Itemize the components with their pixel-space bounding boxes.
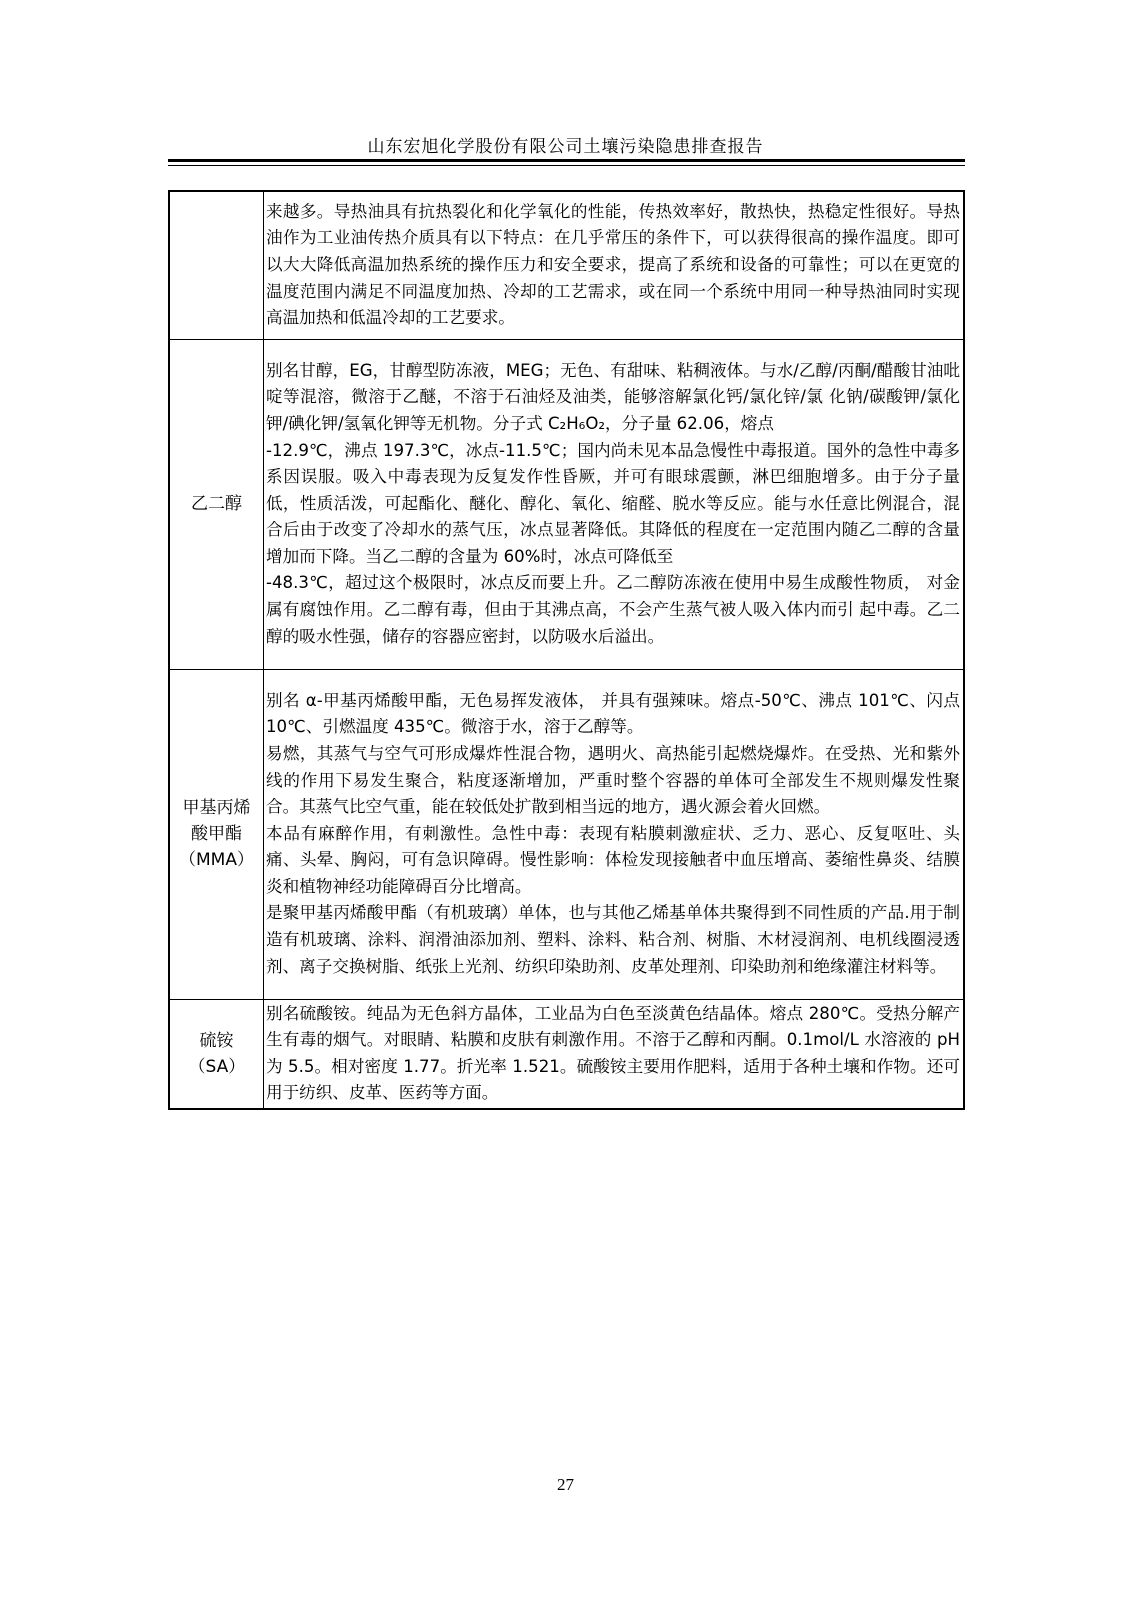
substance-name-cell bbox=[169, 191, 264, 339]
substance-table bbox=[168, 190, 965, 1110]
substance-description-cell bbox=[264, 191, 965, 339]
description-paragraph: 本品有麻醉作用，有刺激性。急性中毒：表现有粘膜刺激症状、乏力、恶心、反复呕吐、头痛、头晕、胸闷，可有急识障碍。慢性影响：体检发现接触者中血压增高、萎缩性鼻炎、结膜炎和植物神经功能障碍百分比增高。 bbox=[266, 823, 960, 896]
substance-name-cell bbox=[169, 999, 264, 1109]
table-row bbox=[169, 339, 964, 669]
table-row bbox=[169, 669, 964, 999]
page-number: 27 bbox=[557, 1475, 574, 1494]
table-row bbox=[169, 191, 964, 339]
description-paragraph: 别名硫酸铵。纯品为无色斜方晶体，工业品为白色至淡黄色结晶体。熔点 280℃。受热分解产生有毒的烟气。对眼睛、粘膜和皮肤有刺激作用。不溶于乙醇和丙酮。0.1mol/L 水溶液的 pH 为 5.5。相对密度 1.77。折光率 1.521。硫酸铵主要用作肥料，适用于各种土壤和作物。还可用于纺织、皮革、医药等方面。 bbox=[266, 1003, 960, 1103]
substance-name: 硫铵（SA） bbox=[188, 1030, 246, 1077]
description-paragraph: 是聚甲基丙烯酸甲酯（有机玻璃）单体，也与其他乙烯基单体共聚得到不同性质的产品.用于制造有机玻璃、涂料、润滑油添加剂、塑料、涂料、粘合剂、树脂、木材浸润剂、电机线圈浸透剂、离子交换树脂、纸张上光剂、纺织印染助剂、皮革处理剂、印染助剂和绝缘灌注材料等。 bbox=[266, 903, 960, 976]
substance-description-cell bbox=[264, 339, 965, 669]
report-header-title: 山东宏旭化学股份有限公司土壤污染隐患排查报告 bbox=[367, 137, 764, 157]
description-paragraph: 来越多。导热油具有抗热裂化和化学氧化的性能，传热效率好，散热快，热稳定性很好。导热油作为工业油传热介质具有以下特点：在几乎常压的条件下，可以获得很高的操作温度。即可以大大降低高温加热系统的操作压力和安全要求，提高了系统和设备的可靠性；可以在更宽的温度范围内满足不同温度加热、冷却的工艺需求，或在同一个系统中用同一种导热油同时实现高温加热和低温冷却的工艺要求。 bbox=[266, 201, 960, 328]
description-paragraph: -48.3℃，超过这个极限时，冰点反而要上升。乙二醇防冻液在使用中易生成酸性物质， 对金属有腐蚀作用。乙二醇有毒，但由于其沸点高，不会产生蒸气被人吸入体内而引 起中毒。乙二醇的吸水性强，储存的容器应密封，以防吸水后溢出。 bbox=[266, 573, 960, 646]
description-paragraph: 别名甘醇，EG，甘醇型防冻液，MEG；无色、有甜味、粘稠液体。与水/乙醇/丙酮/醋酸甘油吡啶等混溶，微溶于乙醚，不溶于石油烃及油类，能够溶解氯化钙/氯化锌/氯 化钠/碳酸钾/氯化钾/碘化钾/氢氧化钾等无机物。分子式 C₂H₆O₂，分子量 62.06，熔点 bbox=[266, 360, 960, 433]
description-paragraph: 易燃，其蒸气与空气可形成爆炸性混合物，遇明火、高热能引起燃烧爆炸。在受热、光和紫外线的作用下易发生聚合，粘度逐渐增加，严重时整个容器的单体可全部发生不规则爆发性聚合。其蒸气比空气重，能在较低处扩散到相当远的地方，遇火源会着火回燃。 bbox=[266, 743, 960, 817]
description-paragraph: 别名 α-甲基丙烯酸甲酯，无色易挥发液体， 并具有强辣味。熔点-50℃、沸点 101℃、闪点 10℃、引燃温度 435℃。微溶于水，溶于乙醇等。 bbox=[266, 690, 960, 737]
description-paragraph: -12.9℃，沸点 197.3℃，冰点-11.5℃；国内尚未见本品急慢性中毒报道。国外的急性中毒多系因误服。吸入中毒表现为反复发作性昏厥，并可有眼球震颤，淋巴细胞增多。由于分子量低，性质活泼，可起酯化、醚化、醇化、氧化、缩醛、脱水等反应。能与水任意比例混合，混合后由于改变了冷却水的蒸气压，冰点显著降低。其降低的程度在一定范围内随乙二醇的含量增加而下降。当乙二醇的含量为 60%时，冰点可降低至 bbox=[266, 440, 960, 566]
substance-name-cell bbox=[169, 339, 264, 669]
header-rule-thin bbox=[168, 165, 965, 166]
substance-name: 乙二醇 bbox=[191, 494, 242, 514]
table-row bbox=[169, 999, 964, 1109]
header-rule-thick bbox=[168, 159, 965, 162]
substance-name-cell bbox=[169, 669, 264, 999]
substance-description-cell bbox=[264, 999, 965, 1109]
substance-name: 甲基丙烯酸甲酯（MMA） bbox=[179, 798, 254, 870]
substance-description-cell bbox=[264, 669, 965, 999]
